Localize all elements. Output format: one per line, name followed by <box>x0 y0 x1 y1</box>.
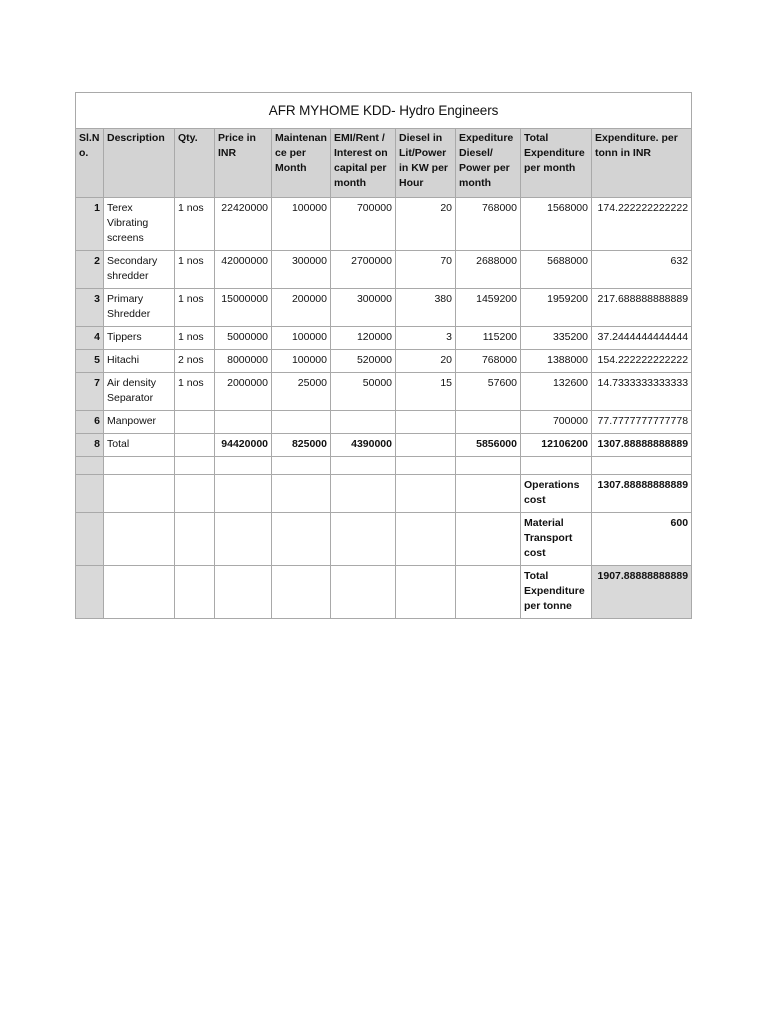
cell-per-tonn[interactable]: 632 <box>592 251 692 289</box>
cell-description[interactable]: Hitachi <box>104 350 175 373</box>
cell-diesel[interactable]: 70 <box>396 251 456 289</box>
cell-qty[interactable]: 1 nos <box>175 198 215 251</box>
header-price[interactable]: Price in INR <box>215 129 272 198</box>
cell-description[interactable]: Air density Separator <box>104 373 175 411</box>
cell-description[interactable]: Secondary shredder <box>104 251 175 289</box>
header-per-tonn[interactable]: Expenditure. per tonn in INR <box>592 129 692 198</box>
cell-description[interactable]: Tippers <box>104 327 175 350</box>
operations-cost-value[interactable]: 1307.88888888889 <box>592 475 692 513</box>
empty-cell[interactable] <box>456 513 521 566</box>
empty-cell[interactable] <box>396 457 456 475</box>
cell-maintenance[interactable]: 100000 <box>272 327 331 350</box>
table-row <box>76 289 692 327</box>
empty-cell[interactable] <box>521 457 592 475</box>
cell-total[interactable]: 1959200 <box>521 289 592 327</box>
cell-price[interactable]: 22420000 <box>215 198 272 251</box>
empty-cell[interactable] <box>456 566 521 619</box>
cell-diesel[interactable] <box>396 434 456 457</box>
cell-emi[interactable]: 120000 <box>331 327 396 350</box>
cell-price[interactable] <box>215 411 272 434</box>
table-row <box>76 327 692 350</box>
cell-description[interactable]: Total <box>104 434 175 457</box>
cell-qty[interactable]: 1 nos <box>175 373 215 411</box>
cell-emi[interactable]: 2700000 <box>331 251 396 289</box>
cell-total[interactable]: 5688000 <box>521 251 592 289</box>
cell-price[interactable]: 8000000 <box>215 350 272 373</box>
table-row <box>76 251 692 289</box>
empty-cell[interactable] <box>215 457 272 475</box>
empty-cell[interactable] <box>272 475 331 513</box>
cell-sno[interactable]: 4 <box>76 327 104 350</box>
cell-total[interactable]: 1568000 <box>521 198 592 251</box>
empty-cell[interactable] <box>331 566 396 619</box>
empty-cell[interactable] <box>215 475 272 513</box>
cell-maintenance[interactable] <box>272 411 331 434</box>
header-expediture[interactable]: Expediture Diesel/ Power per month <box>456 129 521 198</box>
cell-qty[interactable]: 2 nos <box>175 350 215 373</box>
expenditure-table <box>75 92 692 619</box>
cell-sno[interactable]: 2 <box>76 251 104 289</box>
cell-emi[interactable]: 700000 <box>331 198 396 251</box>
cell-emi[interactable]: 520000 <box>331 350 396 373</box>
cell-maintenance[interactable]: 825000 <box>272 434 331 457</box>
cell-expediture[interactable]: 1459200 <box>456 289 521 327</box>
cell-sno[interactable]: 3 <box>76 289 104 327</box>
cell-price[interactable]: 5000000 <box>215 327 272 350</box>
cell-sno[interactable] <box>76 475 104 513</box>
empty-cell[interactable] <box>331 513 396 566</box>
empty-cell[interactable] <box>456 457 521 475</box>
cell-expediture[interactable]: 5856000 <box>456 434 521 457</box>
material-transport-value[interactable]: 600 <box>592 513 692 566</box>
header-total-expenditure[interactable]: Total Expenditure per month <box>521 129 592 198</box>
cell-price[interactable]: 42000000 <box>215 251 272 289</box>
empty-cell[interactable] <box>272 566 331 619</box>
cell-sno[interactable] <box>76 457 104 475</box>
empty-cell[interactable] <box>396 513 456 566</box>
cell-per-tonn[interactable]: 217.688888888889 <box>592 289 692 327</box>
header-row <box>76 129 692 198</box>
cell-expediture[interactable]: 2688000 <box>456 251 521 289</box>
cell-expediture[interactable] <box>456 411 521 434</box>
summary-row-operations <box>76 475 692 513</box>
header-sno[interactable]: Sl.No. <box>76 129 104 198</box>
cell-total[interactable]: 700000 <box>521 411 592 434</box>
cell-total[interactable]: 335200 <box>521 327 592 350</box>
material-transport-label[interactable]: Material Transport cost <box>521 513 592 566</box>
header-maintenance[interactable]: Maintenance per Month <box>272 129 331 198</box>
cell-per-tonn[interactable]: 14.7333333333333 <box>592 373 692 411</box>
empty-cell[interactable] <box>272 513 331 566</box>
cell-expediture[interactable]: 115200 <box>456 327 521 350</box>
empty-cell[interactable] <box>396 475 456 513</box>
cell-maintenance[interactable]: 200000 <box>272 289 331 327</box>
header-diesel[interactable]: Diesel in Lit/Power in KW per Hour <box>396 129 456 198</box>
total-expenditure-value[interactable]: 1907.88888888889 <box>592 566 692 619</box>
cell-emi[interactable] <box>331 411 396 434</box>
cell-maintenance[interactable]: 25000 <box>272 373 331 411</box>
header-description[interactable]: Description <box>104 129 175 198</box>
empty-cell[interactable] <box>215 513 272 566</box>
empty-cell[interactable] <box>104 475 175 513</box>
cell-price[interactable]: 2000000 <box>215 373 272 411</box>
cell-sno[interactable]: 1 <box>76 198 104 251</box>
cell-emi[interactable]: 300000 <box>331 289 396 327</box>
cell-description[interactable]: Primary Shredder <box>104 289 175 327</box>
cell-emi[interactable]: 4390000 <box>331 434 396 457</box>
cell-qty[interactable] <box>175 434 215 457</box>
header-emi[interactable]: EMI/Rent / Interest on capital per month <box>331 129 396 198</box>
title-row <box>76 93 692 129</box>
empty-cell[interactable] <box>175 513 215 566</box>
cell-price[interactable]: 94420000 <box>215 434 272 457</box>
cell-sno[interactable] <box>76 566 104 619</box>
cell-expediture[interactable]: 768000 <box>456 350 521 373</box>
total-expenditure-label[interactable]: Total Expenditure per tonne <box>521 566 592 619</box>
empty-cell[interactable] <box>175 475 215 513</box>
empty-cell[interactable] <box>104 513 175 566</box>
operations-cost-label[interactable]: Operations cost <box>521 475 592 513</box>
cell-emi[interactable]: 50000 <box>331 373 396 411</box>
cell-diesel[interactable]: 20 <box>396 198 456 251</box>
cell-qty[interactable]: 1 nos <box>175 327 215 350</box>
cell-total[interactable]: 12106200 <box>521 434 592 457</box>
cell-maintenance[interactable]: 100000 <box>272 198 331 251</box>
empty-cell[interactable] <box>331 475 396 513</box>
table-row <box>76 198 692 251</box>
empty-cell[interactable] <box>396 566 456 619</box>
cell-description[interactable]: Terex Vibrating screens <box>104 198 175 251</box>
cell-qty[interactable]: 1 nos <box>175 251 215 289</box>
empty-cell[interactable] <box>592 457 692 475</box>
cell-sno[interactable]: 5 <box>76 350 104 373</box>
empty-row <box>76 457 692 475</box>
empty-cell[interactable] <box>456 475 521 513</box>
empty-cell[interactable] <box>175 566 215 619</box>
cell-description[interactable]: Manpower <box>104 411 175 434</box>
cell-per-tonn[interactable]: 154.222222222222 <box>592 350 692 373</box>
cell-diesel[interactable]: 3 <box>396 327 456 350</box>
empty-cell[interactable] <box>272 457 331 475</box>
cell-sno[interactable] <box>76 513 104 566</box>
cell-sno[interactable]: 6 <box>76 411 104 434</box>
empty-cell[interactable] <box>104 457 175 475</box>
cell-diesel[interactable]: 20 <box>396 350 456 373</box>
cell-sno[interactable]: 8 <box>76 434 104 457</box>
cell-expediture[interactable]: 57600 <box>456 373 521 411</box>
header-qty[interactable]: Qty. <box>175 129 215 198</box>
cell-diesel[interactable] <box>396 411 456 434</box>
cell-sno[interactable]: 7 <box>76 373 104 411</box>
summary-row-total <box>76 566 692 619</box>
table-row <box>76 411 692 434</box>
empty-cell[interactable] <box>104 566 175 619</box>
cell-diesel[interactable]: 15 <box>396 373 456 411</box>
empty-cell[interactable] <box>215 566 272 619</box>
cell-expediture[interactable]: 768000 <box>456 198 521 251</box>
cell-maintenance[interactable]: 300000 <box>272 251 331 289</box>
cell-per-tonn[interactable]: 77.7777777777778 <box>592 411 692 434</box>
cell-per-tonn[interactable]: 1307.88888888889 <box>592 434 692 457</box>
cell-maintenance[interactable]: 100000 <box>272 350 331 373</box>
cell-price[interactable]: 15000000 <box>215 289 272 327</box>
summary-row-material <box>76 513 692 566</box>
cell-total[interactable]: 132600 <box>521 373 592 411</box>
cell-diesel[interactable]: 380 <box>396 289 456 327</box>
table-row <box>76 373 692 411</box>
cell-per-tonn[interactable]: 174.222222222222 <box>592 198 692 251</box>
cell-per-tonn[interactable]: 37.2444444444444 <box>592 327 692 350</box>
empty-cell[interactable] <box>331 457 396 475</box>
cell-qty[interactable]: 1 nos <box>175 289 215 327</box>
empty-cell[interactable] <box>175 457 215 475</box>
cell-qty[interactable] <box>175 411 215 434</box>
table-row <box>76 350 692 373</box>
cell-total[interactable]: 1388000 <box>521 350 592 373</box>
total-row <box>76 434 692 457</box>
sheet-title[interactable]: AFR MYHOME KDD- Hydro Engineers <box>76 93 692 129</box>
